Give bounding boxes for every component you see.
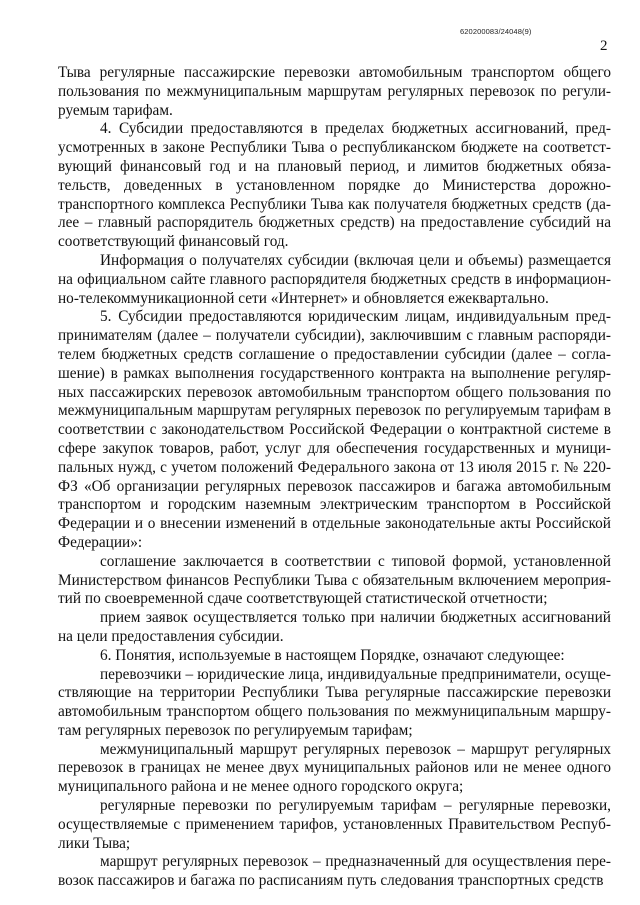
paragraph-agreement-form: соглашение заключается в соответствии с типовой формой, установленной Министерством финансов Республики Тыва с обязательным включением мероприятий по своевременной сдаче соответствующей статистической отчетности; bbox=[58, 552, 611, 608]
definition-regular-route: маршрут регулярных перевозок – предназначенный для осуществления перевозок пассажиров и багажа по расписаниям путь следования транспортных средств bbox=[58, 853, 611, 890]
definition-carriers: перевозчики – юридические лица, индивидуальные предприниматели, осуществляющие на территории Республики Тыва регулярные пассажирские перевозки автомобильным транспортом общего пользования по межмуниципальным маршрутам регулярных перевозок по регулируемым тарифам; bbox=[58, 665, 611, 739]
paragraph-continuation: Тыва регулярные пассажирские перевозки автомобильным транспортом общего пользования по межмуниципальным маршрутам регулярных перевозок по регулируемым тарифам. bbox=[58, 64, 611, 119]
paragraph-application-acceptance: прием заявок осуществляется только при наличии бюджетных ассигнований на цели предоставления субсидии. bbox=[58, 609, 611, 645]
paragraph-recipient-info: Информация о получателях субсидии (включая цели и объемы) размещается на официальном сайте главного распорядителя бюджетных средств в информационно-телекоммуникационной сети «Интернет» и обновляется ежеквартально. bbox=[58, 251, 611, 307]
page-number: 2 bbox=[600, 38, 608, 54]
document-id: 620200083/24048(9) bbox=[460, 27, 532, 36]
document-body bbox=[58, 64, 611, 891]
paragraph-4-subsidies-limits: 4. Субсидии предоставляются в пределах бюджетных ассигнований, предусмотренных в законе Республики Тыва о республиканском бюджете на соответствующий финансовый год и на плановый период, и лимитов бюджетных обязательств, доведенных в установленном порядке до Министерства дорожно-транспортного комплекса Республики Тыва как получателя бюджетных средств (далее – главный распорядитель бюджетных средств) на предоставление субсидий на соответствующий финансовый год. bbox=[58, 120, 611, 251]
paragraph-5-subsidy-recipients: 5. Субсидии предоставляются юридическим лицам, индивидуальным предпринимателям (далее – получатели субсидии), заключившим с главным распорядителем бюджетных средств соглашение о предоставлении субсидии (далее – соглашение) в рамках выполнения государственного контракта на выполнение регулярных пассажирских перевозок автомобильным транспортом общего пользования по межмуниципальным маршрутам регулярных перевозок по регулируемым тарифам в соответствии с законодательством Российской Федерации о контрактной системе в сфере закупок товаров, работ, услуг для обеспечения государственных и муниципальных нужд, с учетом положений Федерального закона от 13 июля 2015 г. № 220-ФЗ «Об организации регулярных перевозок пассажиров и багажа автомобильным транспортом и городским наземным электрическим транспортом в Российской Федерации и о внесении изменений в отдельные законодательные акты Российской Федерации»: bbox=[58, 308, 611, 551]
definition-regulated-tariffs: регулярные перевозки по регулируемым тарифам – регулярные перевозки, осуществляемые с применением тарифов, установленных Правительством Республики Тыва; bbox=[58, 797, 611, 852]
definition-intermunicipal-route: межмуниципальный маршрут регулярных перевозок – маршрут регулярных перевозок в границах не менее двух муниципальных районов или не менее одного муниципального района и не менее одного городского округа; bbox=[58, 740, 611, 796]
paragraph-6-definitions: 6. Понятия, используемые в настоящем Порядке, означают следующее: bbox=[100, 646, 565, 664]
